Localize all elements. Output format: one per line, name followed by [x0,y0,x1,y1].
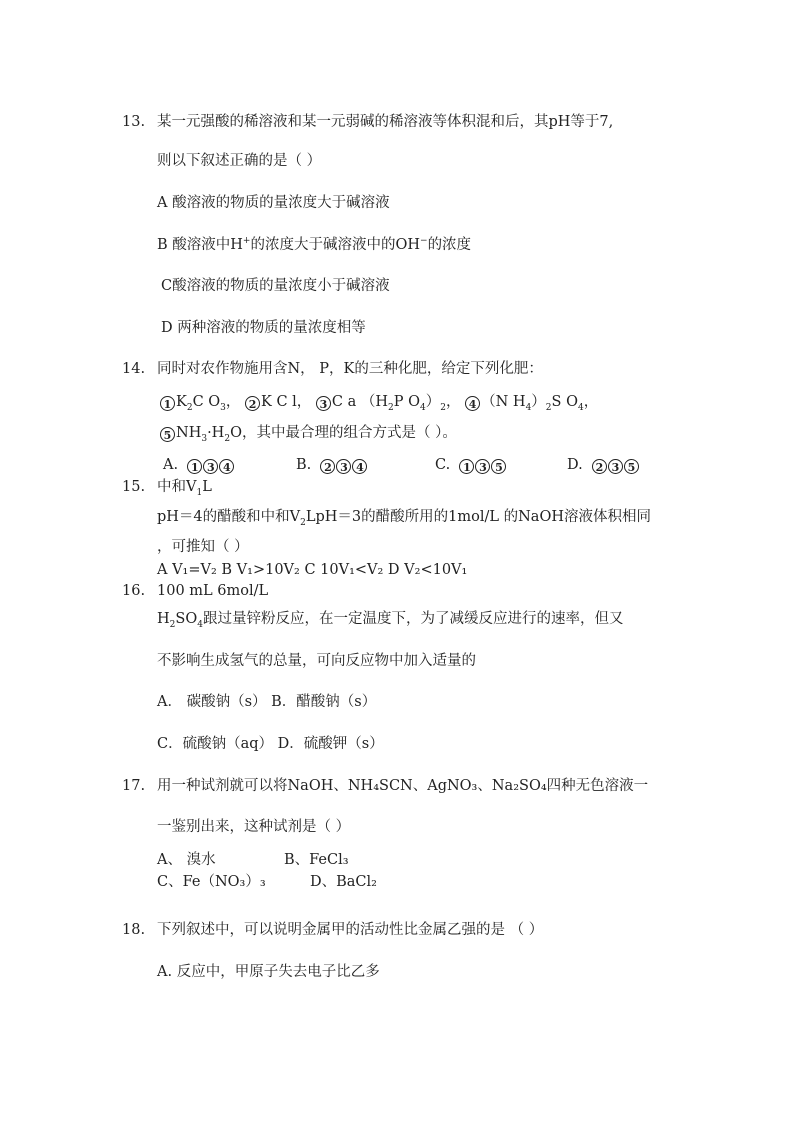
q13-number: 13. [122,114,146,130]
q13-stem-line2: 则以下叙述正确的是（ ） [157,153,322,169]
circled-number-2: 2 [245,396,260,411]
q13-stem-line1: 某一元强酸的稀溶液和某一元弱碱的稀溶液等体积混和后，其pH等于7, [157,114,614,130]
q14-stem: 同时对农作物施用含N， P，K的三种化肥，给定下列化肥： [157,361,543,377]
q18-stem: 下列叙述中，可以说明金属甲的活动性比金属乙强的是 （ ） [157,922,544,938]
q17-option-b: B、FeCl₃ [284,852,349,868]
q13-option-d: D 两种溶液的物质的量浓度相等 [161,320,366,336]
q14-option-d: D. 2 3 5 [567,455,640,475]
q14-number: 14. [122,361,146,377]
q18-option-a: A. 反应中，甲原子失去电子比乙多 [157,964,380,980]
circled-number-4: 4 [465,396,480,411]
q17-option-c: C、Fe（NO₃）₃ [157,874,266,890]
q17-option-a: A、 溴水 [157,852,216,868]
q13-option-a: A 酸溶液的物质的量浓度大于碱溶液 [157,195,390,211]
q14-option-c: C. 1 3 5 [435,455,507,475]
q17-number: 17. [122,778,146,794]
circled-number-5: 5 [160,427,175,442]
circled-number-1: 1 [160,396,175,411]
q15-number: 15. [122,479,146,495]
q16-heading: 100 mL 6mol/L [157,583,269,599]
q14-fertilizers-line2: 5 $NH_3\cdot H_2O$，其中最合理的组合方式是（ ）。 [160,423,457,443]
q14-option-a: A. 1 3 4 [163,455,235,475]
q17-option-d: D、BaCl₂ [310,874,377,890]
q16-stem-line1: $H_2SO_4$跟过量锌粉反应，在一定温度下，为了减缓反应进行的速率，但又 [157,611,624,630]
q14-option-b: B. 2 3 4 [296,455,368,475]
circled-number-3: 3 [316,396,331,411]
q15-heading: 中和$V_1L$ [157,479,212,498]
q15-options: A V₁=V₂ B V₁>10V₂ C 10V₁<V₂ D V₂<10V₁ [157,562,468,578]
q13-option-b: B 酸溶液中H+的浓度大于碱溶液中的OH−的浓度 [157,236,472,253]
q18-number: 18. [122,922,146,938]
q17-stem-line1: 用一种试剂就可以将NaOH、NH₄SCN、AgNO₃、Na₂SO₄四种无色溶液一 [157,778,649,794]
q15-stem-line2: ，可推知（ ） [157,539,249,555]
q14-fertilizers-line1: 1 $K_2C$ $O_3$， 2 K C l， 3 C a （$H_2P$ $O_4)_2$， 4 （N $H_4)_2S$ $O_4$， [160,392,598,412]
q15-stem-line1: pH＝4的醋酸和中和$V_2LpH=3$的醋酸所用的1mol/L 的NaOH溶液体积相同 [157,509,651,528]
q17-stem-line2: 一鉴别出来，这种试剂是（ ） [157,819,351,835]
q16-number: 16. [122,583,146,599]
q13-option-c: C酸溶液的物质的量浓度小于碱溶液 [161,278,390,294]
q16-stem-line2: 不影响生成氢气的总量，可向反应物中加入适量的 [157,653,476,669]
q16-options-ab: A． 碳酸钠（s） B．醋酸钠（s） [157,694,377,710]
q16-options-cd: C．硫酸钠（aq） D．硫酸钾（s） [157,736,384,752]
